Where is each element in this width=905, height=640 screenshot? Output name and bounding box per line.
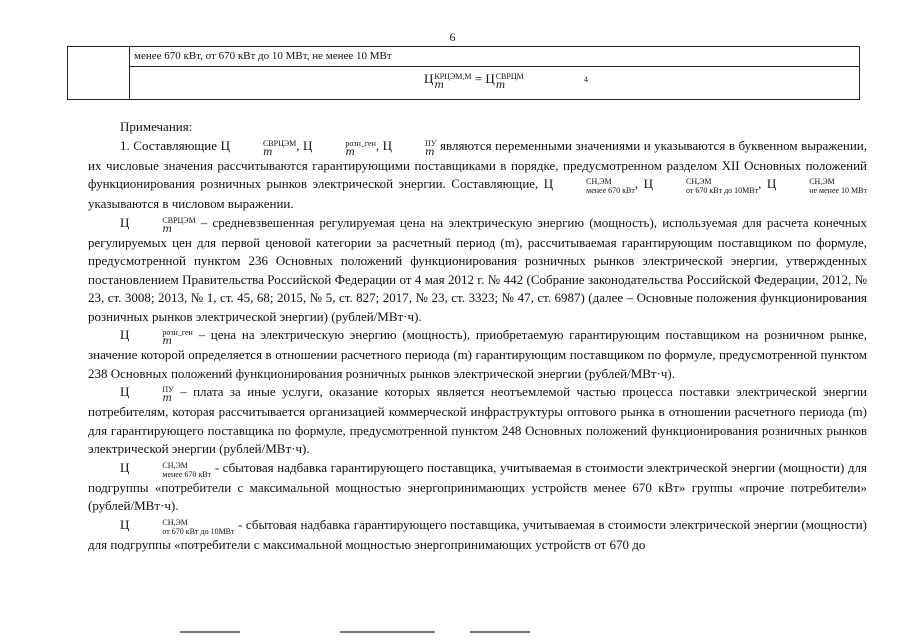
note-paragraph-sn-670-10mw: Ц СН,ЭМ от 670 кВт до 10МВт - сбытовая надбавка гарантирующего поставщика, учитываемая в стоимости электрической энергии (мощности) для подгруппы «потребители с максимальной мощностью энергопринимающих устройств от 670 до <box>88 516 867 552</box>
note-paragraph-sn-under-670: Ц СН,ЭМ менее 670 кВт - сбытовая надбавка гарантирующего поставщика, учитываемая в стоимости электрической энергии (мощности) для подгруппы «потребители с максимальной мощностью энергопринимающих устройств менее 670 кВт» группы «прочие потребители» (рублей/МВт·ч). <box>88 459 867 513</box>
scan-artifact-line <box>470 631 530 633</box>
formula-rhs-symbol: Ц <box>485 71 495 86</box>
formula-krcem <box>424 71 524 90</box>
notes-section <box>88 118 867 554</box>
table-row-divider <box>129 66 859 67</box>
scan-artifact-line <box>180 631 240 633</box>
notes-heading: Примечания: <box>120 119 193 134</box>
table-row-power-groups: менее 670 кВт, от 670 кВт до 10 МВт, не менее 10 МВт <box>134 50 392 62</box>
formula-rhs-subscript: m <box>495 80 506 91</box>
formula-lhs-subscript: m <box>434 80 444 91</box>
scan-artifact-line <box>340 631 435 633</box>
table-column-divider <box>129 47 130 99</box>
page-number: 6 <box>449 30 456 44</box>
note-paragraph-pu: Ц ПУ m – плата за иные услуги, оказание которых является неотъемлемой частью процесса поставки электрической энергии потребителям, которая рассчитывается организацией коммерческой инфраструктуры оптового рынка в отношении расчетного периода (m) для гарантирующего поставщика по формуле, предусмотренной пунктом 248 Основных положений функционирования розничных рынков электрической энергии (рублей/МВт·ч). <box>88 384 867 456</box>
note-paragraph-svrcem: Ц СВРЦЭМ m – средневзвешенная регулируемая цена на электрическую энергию (мощность), используемая для расчета конечных регулируемых цен для первой ценовой категории за расчетный период (m), рассчитываемая гарантирующим поставщиком по формуле, предусмотренной пунктом 236 Основных положений функционирования розничных рынков электрической энергии, утвержденных постановлением Правительства Российской Федерации от 4 мая 2012 г. № 442 (Собрание законодательства Российской Федерации, 2012, № 23, ст. 3008; 2013, № 1, ст. 45, 68; 2015, № 5, ст. 827; 2017, № 23, ст. 3323; № 47, ст. 6987) (далее – Основные положения функционирования розничных рынков электрической энергии) (рублей/МВт·ч). <box>88 214 867 324</box>
note-paragraph-rozn-gen: Ц розн_ген m – цена на электрическую энергию (мощность), приобретаемую гарантирующим поставщиком на розничном рынке, значение которой определяется в отношении расчетного периода (m) гарантирующим поставщиком по формуле, предусмотренной пунктом 238 Основных положений функционирования розничных рынков электрической энергии (рублей/МВт·ч). <box>88 327 867 381</box>
formula-lhs-symbol: Ц <box>424 71 434 86</box>
formula-rhs-superscript: СВРЦМ <box>495 72 524 81</box>
formula-lhs-superscript: КРЦЭМ,М <box>434 72 472 81</box>
note-paragraph-1: 1. Составляющие Ц СВРЦЭМ m , Ц розн_ген m , Ц ПУ m являются переменными значениями и указываются в буквенном выражении, их числовые значения рассчитываются гарантирующими поставщиками в порядке, предусмотренном разделом XII Основных положений функционирования розничных рынков электрической энергии. Составляющие, Ц СН,ЭМ менее 670 кВт , Ц СН,ЭМ от 670 кВт до 10МВт , Ц СН,ЭМ не менее 10 МВт указываются в числовом выражении. <box>88 137 868 211</box>
tariff-table <box>67 46 860 100</box>
formula-number: 4 <box>584 75 588 84</box>
formula-equals: = <box>474 71 483 86</box>
